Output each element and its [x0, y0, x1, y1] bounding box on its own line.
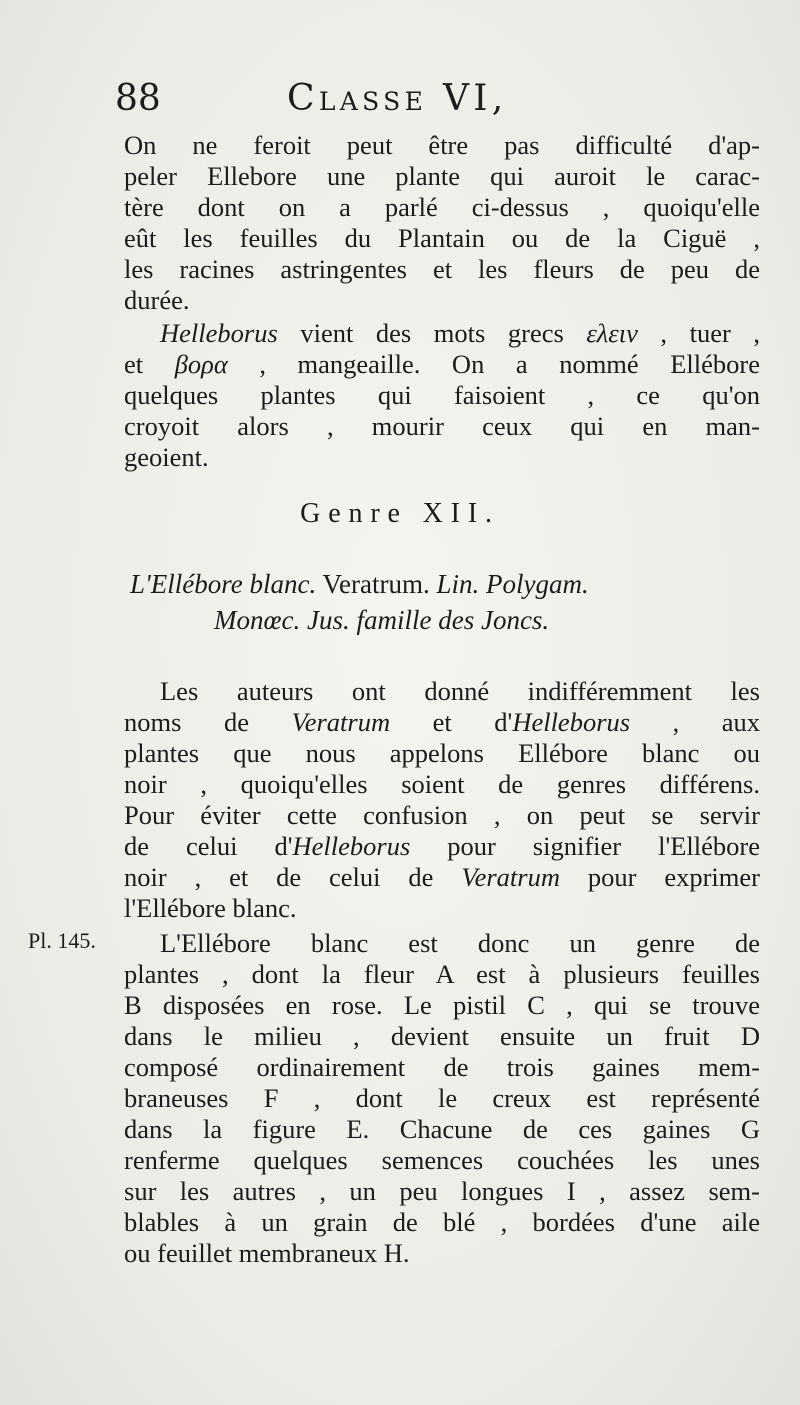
- text-line: noir , quoiqu'elles soient de genres différens.: [124, 769, 760, 799]
- text-line: [124, 707, 760, 738]
- latin-term: Helleborus: [512, 707, 631, 737]
- text-line: Pour éviter cette confusion , on peut se servir: [124, 800, 760, 830]
- text-segment: noir , et de celui de: [124, 862, 462, 892]
- text-line: geoient.: [124, 442, 209, 472]
- text-line: blables à un grain de blé , bordées d'une aile: [124, 1207, 760, 1237]
- text-line: dans la figure E. Chacune de ces gaines G: [124, 1114, 760, 1144]
- latin-term: Veratrum: [291, 707, 391, 737]
- greek-word: ελειν: [586, 318, 638, 348]
- text-segment: Veratrum.: [316, 569, 437, 599]
- text-segment: , tuer ,: [637, 318, 761, 348]
- text-line: [124, 831, 760, 862]
- latin-term: Helleborus: [160, 318, 278, 348]
- text-line: braneuses F , dont le creux est représenté: [124, 1083, 760, 1113]
- genus-name: L'Ellébore blanc.: [130, 569, 317, 599]
- text-line: On ne feroit peut être pas difficulté d'ap-: [124, 130, 760, 160]
- text-line: [124, 862, 760, 893]
- text-line: durée.: [124, 285, 190, 315]
- subtitle-line: [130, 566, 770, 602]
- text-line: [124, 676, 760, 707]
- text-segment: vient des mots grecs: [277, 318, 587, 348]
- text-line: les racines astringentes et les fleurs de peu de: [124, 254, 760, 284]
- text-segment: , aux: [630, 707, 761, 737]
- paragraph-intro: [124, 130, 760, 316]
- text-segment: de celui d': [124, 831, 293, 861]
- text-line: [124, 928, 760, 959]
- running-header: [115, 78, 775, 128]
- greek-word: βορα: [174, 349, 228, 379]
- paragraph-naming: [124, 676, 760, 924]
- text-segment: et: [124, 349, 175, 379]
- text-line: composé ordinairement de trois gaines mem-: [124, 1052, 760, 1082]
- genus-subtitle: [130, 566, 770, 638]
- text-line: [124, 318, 760, 349]
- text-line: renferme quelques semences couchées les unes: [124, 1145, 760, 1175]
- class-title: Classe VI,: [287, 78, 508, 119]
- text-line: ou feuillet membraneux H.: [124, 1238, 410, 1268]
- text-line: quelques plantes qui faisoient , ce qu'on: [124, 380, 760, 410]
- text-line: [124, 349, 760, 380]
- text-segment: noms de: [124, 707, 292, 737]
- plate-reference: Pl. 145.: [28, 928, 96, 953]
- text-line: plantes , dont la fleur A est à plusieurs feuilles: [124, 959, 760, 989]
- paragraph-description: [124, 928, 760, 1269]
- text-segment: L'Ellébore blanc est donc un genre de: [160, 928, 760, 958]
- text-segment: Les auteurs ont donné indifféremment les: [160, 676, 760, 706]
- text-segment: et d': [390, 707, 513, 737]
- text-segment: pour exprimer: [559, 862, 760, 892]
- text-line: peler Ellebore une plante qui auroit le carac-: [124, 161, 760, 191]
- text-line: plantes que nous appelons Ellébore blanc ou: [124, 738, 760, 768]
- classification: Lin. Polygam.: [436, 569, 589, 599]
- text-segment: pour signifier l'Ellébore: [410, 831, 760, 861]
- text-line: l'Ellébore blanc.: [124, 893, 297, 923]
- paragraph-etymology: [124, 318, 760, 473]
- latin-term: Helleborus: [292, 831, 411, 861]
- text-segment: , mangeaille. On a nommé Ellébore: [227, 349, 760, 379]
- text-line: eût les feuilles du Plantain ou de la Ciguë ,: [124, 223, 760, 253]
- page-number: 88: [115, 78, 161, 119]
- subtitle-line: Monœc. Jus. famille des Joncs.: [214, 605, 550, 635]
- genre-heading: Genre XII.: [300, 498, 500, 529]
- text-line: croyoit alors , mourir ceux qui en man-: [124, 411, 760, 441]
- text-line: dans le milieu , devient ensuite un fruit D: [124, 1021, 760, 1051]
- latin-term: Veratrum: [461, 862, 560, 892]
- text-line: sur les autres , un peu longues I , assez sem-: [124, 1176, 760, 1206]
- text-line: tère dont on a parlé ci-dessus , quoiqu'elle: [124, 192, 760, 222]
- text-line: B disposées en rose. Le pistil C , qui se trouve: [124, 990, 760, 1020]
